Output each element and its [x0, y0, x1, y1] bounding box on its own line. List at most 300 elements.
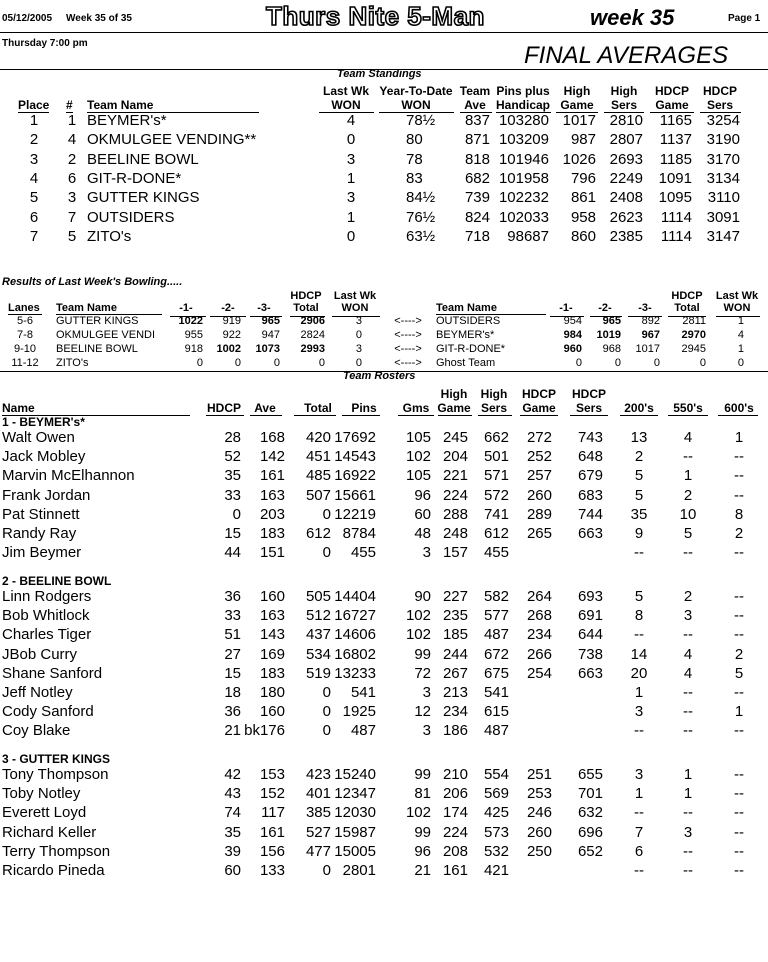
- total-header: Total: [304, 401, 332, 415]
- player-600s: --: [734, 722, 744, 740]
- player-name: Toby Notley: [2, 785, 81, 803]
- player-name: Jeff Notley: [2, 684, 73, 701]
- high-game: 1026: [562, 150, 596, 168]
- player-total: 401: [305, 785, 331, 803]
- player-high-series: 571: [483, 467, 509, 485]
- game2-header: -2-: [221, 302, 235, 314]
- team-a-game3: 947: [261, 329, 280, 341]
- player-total: 0: [322, 505, 331, 523]
- player-games: 96: [414, 842, 431, 860]
- player-200s: 2: [634, 448, 644, 466]
- player-200s: 5: [634, 467, 644, 485]
- player-name: Jim Beymer: [2, 544, 82, 562]
- pins-plus-handicap: 101946: [498, 150, 549, 168]
- high-game: 860: [570, 227, 596, 245]
- player-hdcp: 42: [224, 766, 241, 783]
- rosters-header-underline: [520, 415, 558, 416]
- versus-arrow: <---->: [394, 315, 422, 327]
- week-label: Week 35 of 35: [66, 13, 132, 24]
- player-total: 507: [305, 486, 331, 504]
- player-total: 437: [305, 626, 331, 644]
- player-550s: --: [683, 448, 693, 466]
- team-b-won: 4: [737, 329, 744, 341]
- player-high-series: 572: [483, 486, 509, 504]
- player-200s: 5: [634, 588, 644, 605]
- team-name-header: Team Name: [87, 98, 259, 113]
- hdcp-game: 1165: [659, 112, 692, 129]
- player-total: 0: [322, 862, 331, 879]
- hdcp-series: 3134: [706, 169, 740, 187]
- rosters-header-underline: [206, 415, 244, 416]
- player-high-series: 675: [483, 664, 509, 682]
- hdcp-total-header-2: Total: [293, 302, 319, 314]
- team-number: 7: [67, 208, 77, 226]
- hdcp-series: 3190: [706, 131, 740, 149]
- pins-plus-handicap: 103280: [498, 112, 549, 129]
- player-total: 512: [305, 607, 331, 625]
- team-b-game3: 892: [641, 315, 660, 327]
- player-hdcp-game: 246: [526, 804, 552, 822]
- hdcp-game: 1114: [660, 208, 692, 226]
- player-high-game: 234: [442, 703, 468, 721]
- player-average: 142: [259, 448, 285, 466]
- player-high-series: 672: [483, 645, 509, 663]
- player-total: 485: [305, 467, 331, 485]
- player-total: 477: [305, 842, 331, 860]
- player-hdcp: 15: [224, 525, 241, 542]
- player-hdcp-series: 663: [577, 525, 603, 542]
- hdcp-game-header-line1: HDCP: [654, 84, 689, 98]
- player-600s: --: [734, 684, 744, 701]
- player-pins: 8784: [342, 525, 376, 542]
- team-name: GUTTER KINGS: [87, 189, 200, 207]
- player-hdcp-game: 272: [526, 429, 552, 446]
- player-high-game: 213: [442, 684, 468, 701]
- team-b-game2: 0: [614, 357, 621, 369]
- player-average: bk176: [244, 722, 285, 740]
- player-pins: 16727: [334, 607, 376, 625]
- team-b-game3: 0: [653, 357, 660, 369]
- player-200s: 9: [634, 525, 644, 542]
- player-games: 102: [405, 607, 431, 625]
- place: 1: [29, 112, 39, 129]
- player-name: Pat Stinnett: [2, 505, 80, 523]
- high-series: 2807: [609, 131, 643, 149]
- player-600s: --: [734, 486, 744, 504]
- team-b-game1: 0: [575, 357, 582, 369]
- player-average: 168: [259, 429, 285, 446]
- player-high-game: 267: [442, 664, 468, 682]
- player-hdcp: 33: [224, 486, 241, 504]
- player-550s: --: [683, 722, 693, 740]
- hdcp-game: 1137: [659, 131, 692, 149]
- high-game-header-line1: High: [440, 387, 468, 401]
- player-600s: 1: [734, 429, 744, 446]
- player-hdcp-series: 663: [577, 664, 603, 682]
- player-high-game: 244: [442, 645, 468, 663]
- player-high-series: 582: [483, 588, 509, 605]
- player-high-game: 210: [442, 766, 468, 783]
- player-hdcp-series: 691: [577, 607, 603, 625]
- pins-plus-handicap: 102033: [498, 208, 549, 226]
- player-games: 3: [422, 684, 431, 701]
- team-a-game1: 918: [184, 343, 203, 355]
- pins-plus-handicap: 103209: [498, 131, 549, 149]
- team-a-game2: 0: [234, 357, 241, 369]
- roster-team-title: 3 - GUTTER KINGS: [2, 752, 111, 766]
- player-200s: 8: [634, 607, 644, 625]
- player-550s: --: [683, 703, 693, 721]
- 600s-header: 600's: [724, 401, 754, 415]
- player-total: 0: [322, 544, 331, 562]
- player-hdcp: 36: [224, 588, 241, 605]
- player-high-series: 741: [483, 505, 509, 523]
- team-b-name: Ghost Team: [436, 357, 496, 369]
- high-series-header-line1: High: [480, 387, 508, 401]
- player-600s: 2: [734, 645, 744, 663]
- team-b-game1: 984: [563, 329, 582, 341]
- player-550s: 1: [683, 766, 693, 783]
- player-hdcp-series: 738: [577, 645, 603, 663]
- player-pins: 15005: [334, 842, 376, 860]
- player-games: 21: [414, 862, 431, 879]
- player-hdcp: 35: [224, 467, 241, 485]
- player-200s: 14: [630, 645, 648, 663]
- player-hdcp-series: 655: [577, 766, 603, 783]
- player-550s: 2: [683, 588, 693, 605]
- player-hdcp-game: 264: [526, 588, 552, 605]
- player-high-game: 186: [442, 722, 468, 740]
- team-average: 837: [464, 112, 490, 129]
- team-number: 1: [67, 112, 77, 129]
- team-name: OUTSIDERS: [87, 208, 175, 226]
- player-high-game: 161: [442, 862, 468, 879]
- player-total: 519: [305, 664, 331, 682]
- player-hdcp-game: 260: [526, 486, 552, 504]
- high-series: 2693: [609, 150, 643, 168]
- pins-header: Pins: [351, 401, 377, 415]
- ytd-won-header-line1: Year-To-Date: [379, 84, 453, 98]
- rosters-header-underline: [250, 415, 282, 416]
- team-b-name: GIT-R-DONE*: [436, 343, 506, 355]
- rosters-header-underline: [294, 415, 336, 416]
- player-hdcp-game: 252: [526, 448, 552, 466]
- 200s-header: 200's: [624, 401, 654, 415]
- player-200s: 13: [630, 429, 648, 446]
- player-550s: 1: [683, 467, 693, 485]
- player-pins: 15240: [334, 766, 376, 783]
- player-high-game: 235: [442, 607, 468, 625]
- player-hdcp-game: 250: [526, 842, 552, 860]
- team-average: 718: [464, 227, 490, 245]
- team-name: BEYMER's*: [87, 112, 167, 129]
- day-time: Thursday 7:00 pm: [2, 38, 88, 49]
- player-high-series: 421: [483, 862, 509, 879]
- high-game: 987: [570, 131, 596, 149]
- last-wk-won-header-right-2: WON: [723, 302, 751, 314]
- team-average: 818: [464, 150, 490, 168]
- player-name: Terry Thompson: [2, 842, 111, 860]
- game3-header-right: -3-: [638, 302, 652, 314]
- hdcp-series: 3170: [706, 150, 740, 168]
- hdcp-series: 3091: [706, 208, 740, 226]
- team-b-won: 0: [737, 357, 744, 369]
- player-hdcp-series: 693: [577, 588, 603, 605]
- player-550s: --: [683, 862, 693, 879]
- player-hdcp: 52: [224, 448, 241, 466]
- player-hdcp-series: 744: [577, 505, 603, 523]
- player-550s: 2: [683, 486, 693, 504]
- high-series-header-line2: Sers: [480, 401, 508, 415]
- team-average: 824: [464, 208, 490, 226]
- team-average: 682: [464, 169, 490, 187]
- player-average: 163: [259, 607, 285, 625]
- player-name: Tony Thompson: [2, 766, 109, 783]
- player-total: 0: [322, 703, 331, 721]
- player-high-series: 615: [483, 703, 509, 721]
- rosters-header-underline: [438, 415, 472, 416]
- team-b-hdcp-total: 2945: [681, 343, 706, 355]
- roster-team-title: 1 - BEYMER's*: [2, 415, 85, 429]
- team-b-game3: 1017: [635, 343, 660, 355]
- player-hdcp-series: 701: [577, 785, 603, 803]
- team-a-game3: 1073: [255, 343, 280, 355]
- player-200s: --: [634, 626, 644, 644]
- player-high-series: 455: [483, 544, 509, 562]
- games-header: Gms: [402, 401, 430, 415]
- player-550s: 5: [683, 525, 693, 542]
- player-games: 3: [422, 722, 431, 740]
- player-600s: --: [734, 823, 744, 841]
- player-high-game: 206: [442, 785, 468, 803]
- player-hdcp-series: 696: [577, 823, 603, 841]
- player-high-series: 487: [483, 722, 509, 740]
- player-hdcp-game: 289: [526, 505, 552, 523]
- player-hdcp-series: 632: [577, 804, 603, 822]
- player-average: 183: [259, 525, 285, 542]
- high-game: 861: [570, 189, 596, 207]
- team-b-game1: 954: [563, 315, 582, 327]
- rosters-header-underline: [718, 415, 758, 416]
- player-name: Coy Blake: [2, 722, 71, 740]
- team-a-hdcp-total: 2906: [300, 315, 325, 327]
- team-name-header: Team Name: [56, 302, 162, 315]
- player-high-game: 221: [442, 467, 468, 485]
- high-game: 1017: [562, 112, 596, 129]
- page-number: Page 1: [728, 13, 761, 24]
- game1-header: -1-: [179, 302, 193, 314]
- pins-plus-handicap-header-line2: Handicap: [495, 98, 550, 112]
- ytd-won: 63½: [406, 227, 436, 245]
- last-week-won: 0: [346, 227, 356, 245]
- player-pins: 12347: [334, 785, 376, 803]
- team-a-hdcp-total: 0: [318, 357, 325, 369]
- team-a-game1: 1022: [178, 315, 203, 327]
- lanes: 5-6: [17, 315, 33, 327]
- player-hdcp: 18: [224, 684, 241, 701]
- player-200s: 1: [634, 684, 644, 701]
- player-hdcp-game: 266: [526, 645, 552, 663]
- player-550s: --: [683, 544, 693, 562]
- player-high-game: 224: [442, 486, 468, 504]
- player-average: 180: [259, 684, 285, 701]
- rosters-header-underline: [478, 415, 512, 416]
- player-games: 99: [414, 645, 431, 663]
- ytd-won-header-line2: WON: [401, 98, 431, 112]
- player-high-game: 224: [442, 823, 468, 841]
- last-wk-won-header-right-1: Last Wk: [715, 290, 759, 302]
- ytd-won: 78: [406, 150, 423, 168]
- place: 4: [29, 169, 39, 187]
- hdcp-total-header-1: HDCP: [290, 290, 322, 302]
- team-a-won: 0: [355, 357, 362, 369]
- player-pins: 15661: [334, 486, 376, 504]
- player-average: 153: [259, 766, 285, 783]
- player-pins: 16802: [334, 645, 376, 663]
- hdcp-series: 3110: [707, 189, 740, 207]
- rosters-header-underline: [342, 415, 380, 416]
- player-hdcp-series: 679: [577, 467, 603, 485]
- player-pins: 15987: [334, 823, 376, 841]
- player-hdcp-series: 648: [577, 448, 603, 466]
- ytd-won: 76½: [406, 208, 436, 226]
- results-title: Results of Last Week's Bowling.....: [2, 276, 183, 288]
- game2-header-right: -2-: [598, 302, 612, 314]
- last-wk-won-header-1: Last Wk: [333, 290, 377, 302]
- player-pins: 487: [350, 722, 376, 740]
- player-average: 152: [259, 785, 285, 803]
- lanes: 9-10: [13, 343, 37, 355]
- player-200s: --: [634, 804, 644, 822]
- player-200s: --: [634, 862, 644, 879]
- team-a-name: BEELINE BOWL: [56, 343, 138, 355]
- last-wk-won-header-2: WON: [341, 302, 369, 314]
- player-high-series: 554: [483, 766, 509, 783]
- player-high-game: 204: [442, 448, 468, 466]
- player-hdcp-game: 268: [526, 607, 552, 625]
- ytd-won: 78½: [406, 112, 436, 129]
- high-game-header-line2: Game: [437, 401, 471, 415]
- player-600s: --: [734, 448, 744, 466]
- player-name: Linn Rodgers: [2, 588, 92, 605]
- pins-plus-handicap: 98687: [507, 227, 549, 245]
- player-600s: --: [734, 626, 744, 644]
- player-total: 612: [305, 525, 331, 542]
- player-high-game: 157: [442, 544, 468, 562]
- player-600s: --: [734, 607, 744, 625]
- player-200s: 35: [630, 505, 648, 523]
- num-header: #: [66, 98, 73, 112]
- last-week-won: 4: [346, 112, 356, 129]
- player-total: 423: [305, 766, 331, 783]
- player-550s: 3: [683, 823, 693, 841]
- ytd-won: 84½: [406, 189, 436, 207]
- player-games: 105: [405, 429, 431, 446]
- team-a-hdcp-total: 2824: [300, 329, 325, 341]
- player-high-series: 662: [483, 429, 509, 446]
- player-pins: 455: [350, 544, 376, 562]
- player-average: 160: [259, 703, 285, 721]
- week-number: week 35: [590, 5, 675, 30]
- hdcp-game: 1185: [659, 150, 692, 168]
- rosters-header-underline: [668, 415, 708, 416]
- player-total: 527: [305, 823, 331, 841]
- player-pins: 14606: [334, 626, 376, 644]
- player-games: 102: [405, 626, 431, 644]
- player-200s: 3: [634, 703, 644, 721]
- team-b-game2: 968: [602, 343, 621, 355]
- player-games: 96: [414, 486, 431, 504]
- player-hdcp: 15: [224, 664, 241, 682]
- team-a-won: 0: [355, 329, 362, 341]
- rosters-title: Team Rosters: [343, 370, 416, 382]
- player-hdcp: 36: [224, 703, 241, 721]
- player-average: 169: [259, 645, 285, 663]
- game1-header-right: -1-: [559, 302, 573, 314]
- player-hdcp: 43: [224, 785, 241, 803]
- team-ave-header-line1: Team: [459, 84, 491, 98]
- player-games: 12: [414, 703, 431, 721]
- last-week-won: 0: [346, 131, 356, 149]
- player-games: 90: [414, 588, 431, 605]
- team-a-won: 3: [355, 315, 362, 327]
- roster-team-title: 2 - BEELINE BOWL: [2, 574, 112, 588]
- team-name-header-right: Team Name: [436, 302, 546, 315]
- player-600s: --: [734, 804, 744, 822]
- high-game-header-line1: High: [563, 84, 591, 98]
- rosters-header-underline: [620, 415, 658, 416]
- place: 7: [29, 227, 39, 245]
- player-200s: 5: [634, 486, 644, 504]
- league-title: Thurs Nite 5-Man: [266, 1, 485, 31]
- team-a-game1: 0: [196, 357, 203, 369]
- lanes: 7-8: [17, 329, 33, 341]
- player-name: Bob Whitlock: [2, 607, 90, 625]
- final-averages-heading: FINAL AVERAGES: [524, 42, 729, 69]
- player-total: 505: [305, 588, 331, 605]
- hdcp-total-header-right-2: Total: [674, 302, 700, 314]
- place-header: Place: [18, 98, 50, 112]
- place: 5: [29, 189, 39, 207]
- player-high-series: 612: [483, 525, 509, 542]
- team-a-name: OKMULGEE VENDI: [56, 329, 156, 341]
- player-average: 151: [259, 544, 285, 562]
- pins-plus-handicap: 101958: [498, 169, 549, 187]
- hdcp-series: 3147: [706, 227, 740, 245]
- player-600s: --: [734, 766, 744, 783]
- player-total: 534: [305, 645, 331, 663]
- player-name: Randy Ray: [2, 525, 77, 542]
- player-name: Ricardo Pineda: [2, 862, 105, 879]
- player-high-series: 487: [483, 626, 509, 644]
- player-total: 451: [305, 448, 331, 466]
- player-name: Frank Jordan: [2, 486, 91, 504]
- 550s-header: 550's: [673, 401, 703, 415]
- player-games: 81: [414, 785, 431, 803]
- team-b-won: 1: [737, 315, 744, 327]
- player-550s: --: [683, 684, 693, 701]
- team-ave-header-line2: Ave: [464, 98, 486, 112]
- last-week-won: 3: [346, 150, 356, 168]
- team-a-name: GUTTER KINGS: [56, 315, 139, 327]
- player-hdcp: 33: [224, 607, 241, 625]
- team-b-hdcp-total: 2970: [681, 329, 706, 341]
- high-series-header-line2: Sers: [610, 98, 638, 112]
- team-a-game2: 922: [222, 329, 241, 341]
- hdcp-header: HDCP: [206, 401, 241, 415]
- team-number: 3: [67, 189, 77, 207]
- player-name: Marvin McElhannon: [2, 467, 135, 485]
